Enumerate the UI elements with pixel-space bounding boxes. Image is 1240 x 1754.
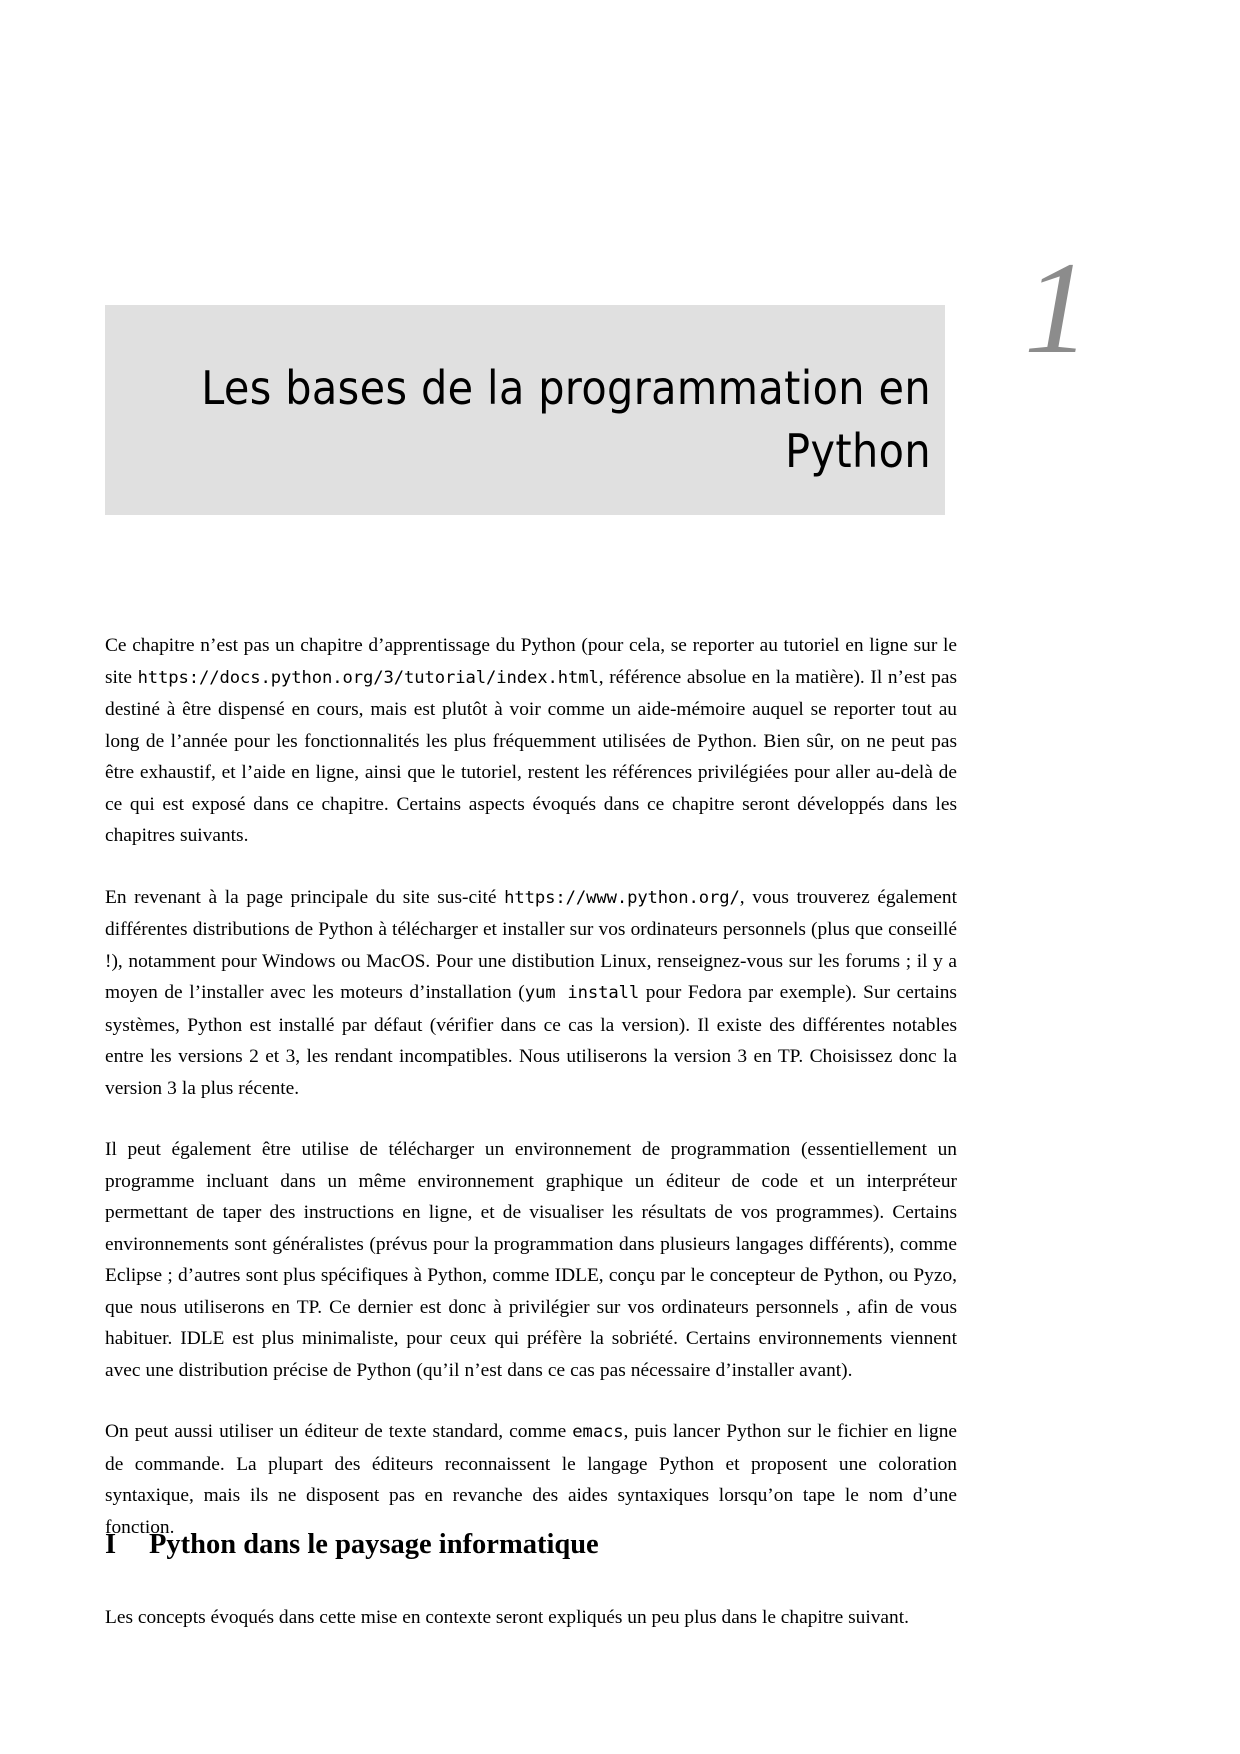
paragraph-2-text-c: pour Fedora par exemple). Sur certains systèmes, Python est installé par défaut (vérifier dans ce cas la version). Il existe des différentes notables entre les versions 2 et 3, les rendant incompatibles. Nous utiliserons la version 3 en TP. Choisissez donc la version 3 la plus récente. [105, 982, 957, 1099]
body-content [105, 630, 957, 1543]
section-heading [105, 1528, 957, 1562]
chapter-title-line-1: Les bases de la programmation en [201, 361, 931, 415]
section-number: I [105, 1529, 117, 1560]
paragraph-1 [105, 630, 957, 852]
paragraph-1-text-b: , référence absolue en la matière). Il n’est pas destiné à être dispensé en cours, mais est plutôt à voir comme un aide-mémoire auquel se reporter tout au long de l’année pour les fonctionnalités les plus fréquemment utilisées de Python. Bien sûr, on ne peut pas être exhaustif, et l’aide en ligne, ainsi que le tutoriel, restent les références privilégiées pour aller au-delà de ce qui est exposé dans ce chapitre. Certains aspects évoqués dans ce chapitre seront développés dans les chapitres suivants. [105, 666, 957, 846]
section-title: Python dans le paysage informatique [149, 1529, 599, 1560]
paragraph-4-text-a: On peut aussi utiliser un éditeur de texte standard, comme [105, 1421, 573, 1442]
paragraph-2-text-b: , vous trouverez également différentes distributions de Python à télécharger et installer sur vos ordinateurs personnels (plus que conseillé !), notamment pour Windows ou MacOS. Pour une distibution Linux, renseignez-vous sur les forums ; il y a moyen de l’installer avec les moteurs d’installation ( [105, 886, 957, 1003]
url-python-tutorial: https://docs.python.org/3/tutorial/index.html [137, 667, 599, 688]
url-python-home: https://www.python.org/ [504, 887, 740, 908]
paragraph-2-text-a: En revenant à la page principale du site sus-cité [105, 886, 505, 908]
command-yum-install: yum install [524, 983, 640, 1003]
paragraph-4-text-b: , puis lancer Python sur le fichier en ligne de commande. La plupart des éditeurs reconnaissent le langage Python et proposent une coloration syntaxique, mais ils ne disposent pas en revanche des aides syntaxiques lorsqu’on tape le nom d’une fonction. [105, 1421, 957, 1538]
chapter-number: 1 [1024, 234, 1088, 381]
chapter-title-line-2: Python [785, 424, 931, 479]
paragraph-4 [105, 1416, 957, 1543]
paragraph-3: Il peut également être utilise de télécharger un environnement de programmation (essentiellement un programme incluant dans un même environnement graphique un éditeur de code et un interpréteur permettant de taper des instructions en ligne, et de visualiser les résultats de vos programmes). Certains environnements sont généralistes (prévus pour la programmation dans plusieurs langages différents), comme Eclipse ; d’autres sont plus spécifiques à Python, comme IDLE, conçu par le concepteur de Python, ou Pyzo, que nous utiliserons en TP. Ce dernier est donc à privilégier sur vos ordinateurs personnels , afin de vous habituer. IDLE est plus minimaliste, pour ceux qui préfère la sobriété. Certains environnements viennent avec une distribution précise de Python (qu’il n’est dans ce cas pas nécessaire d’installer avant). [105, 1139, 957, 1381]
section-intro-paragraph: Les concepts évoqués dans cette mise en contexte seront expliqués un peu plus dans le chapitre suivant. [105, 1607, 909, 1628]
command-emacs: emacs [572, 1422, 624, 1442]
chapter-header [0, 234, 1240, 518]
chapter-title [105, 305, 945, 515]
paragraph-1-text-a: Ce chapitre n’est pas un chapitre d’apprentissage du Python (pour cela, se reporter au tutoriel en ligne sur le site [105, 635, 957, 688]
paragraph-2 [105, 882, 957, 1105]
